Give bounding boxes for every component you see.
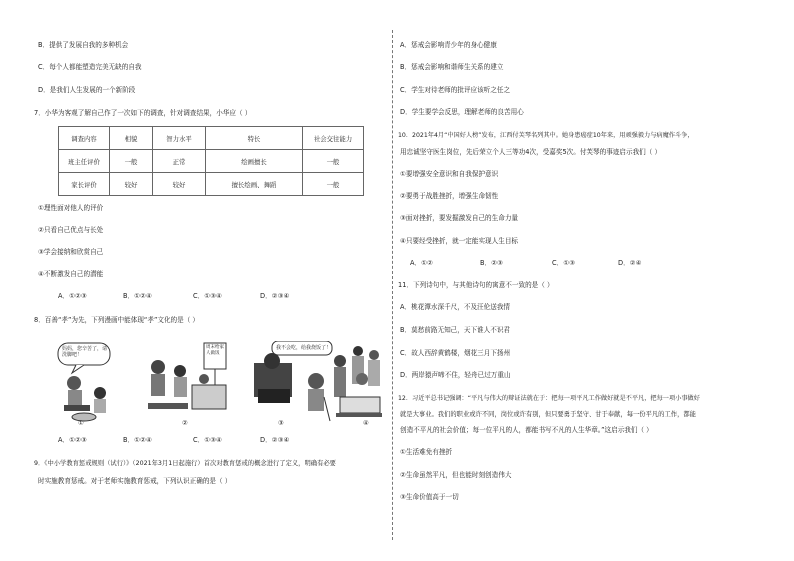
q8-choice-a: A．①②③ [58, 436, 87, 444]
right-column [400, 0, 770, 561]
q7-item-2: ②只看自己优点与长处 [38, 226, 104, 234]
cartoon-4-label: ④ [363, 419, 369, 427]
table-row [59, 173, 364, 196]
table-cell: 一般 [303, 173, 364, 196]
q7-item-1: ①理性面对他人的评价 [38, 204, 104, 212]
table-cell: 擅长绘画、舞蹈 [206, 173, 303, 196]
q11-stem: 11．下列诗句中，与其他诗句的寓意不一致的是（ ） [398, 281, 554, 289]
q8-stem: 8．百善“孝”为先，下列漫画中能体现“孝”文化的是（ ） [34, 316, 200, 324]
q8-choice-c: C．①③④ [193, 436, 222, 444]
cartoon-1 [56, 341, 126, 427]
q10-choice-a: A．①② [410, 259, 433, 267]
q6-option-d: D．是我们人生发展的一个新阶段 [38, 86, 136, 94]
survey-table [58, 126, 364, 196]
table-header: 相貌 [110, 127, 153, 150]
q12-stem-line-3: 创造不平凡的社会价值；每一位平凡的人，都能书写不凡的人生华章。”这启示我们（ ） [400, 426, 653, 434]
q8-choice-b: B．①②④ [123, 436, 152, 444]
q7-item-3: ③学会接纳和欣赏自己 [38, 248, 104, 256]
table-cell: 班主任评价 [59, 150, 110, 173]
q10-choice-b: B．②③ [480, 259, 503, 267]
q10-item-1: ①要增强安全意识和自我保护意识 [400, 170, 499, 178]
q8-choice-d: D．②③④ [260, 436, 290, 444]
q7-choice-a: A．①②③ [58, 292, 87, 300]
q10-choice-d: D．②④ [618, 259, 642, 267]
q10-item-3: ③面对挫折，要发掘激发自己的生命力量 [400, 214, 519, 222]
q12-item-3: ③生命价值高于一切 [400, 493, 459, 501]
table-cell: 绘画擅长 [206, 150, 303, 173]
q9-stem-line-2: 时实施教育惩戒。对于老师实施教育惩戒，下列认识正确的是（ ） [38, 477, 232, 485]
q10-stem-line-2: 用忠诚坚守医生岗位，先后荣立个人三等功4次，受嘉奖5次。付芙琴的事迹启示我们（ ） [400, 148, 662, 156]
column-divider [392, 30, 393, 540]
q7-item-4: ④不断激发自己的潜能 [38, 270, 104, 278]
q12-item-1: ①生活难免有挫折 [400, 448, 453, 456]
q7-choice-c: C．①③④ [193, 292, 222, 300]
q11-option-d: D．两岸猿声啼不住，轻舟已过万重山 [400, 371, 511, 379]
table-header: 智力水平 [153, 127, 206, 150]
cartoon-2-sign: 周末给家人做饭 [206, 345, 224, 356]
table-cell: 一般 [303, 150, 364, 173]
q10-choice-c: C．①③ [552, 259, 576, 267]
q10-stem-line-1: 10．2021年4月“中国好人榜”发布，江西付芙琴名列其中。她身患癌症10年来，用顽强毅力与病魔作斗争， [398, 132, 694, 139]
table-cell: 家长评价 [59, 173, 110, 196]
q7-stem: 7．小华为客观了解自己作了一次如下的调查，针对调查结果，小华应（ ） [34, 109, 252, 117]
table-header: 特长 [206, 127, 303, 150]
q12-stem-line-2: 就是大事业。我们的职业或许不同，岗位或许有别，但只要勇于坚守、甘于奉献，每一份平凡的工作，都能 [400, 411, 696, 418]
q11-option-a: A．桃花潭水深千尺，不及汪伦送我情 [400, 303, 511, 311]
cartoon-1-bubble: 妈妈，您辛苦了，请洗脚吧！ [62, 346, 108, 358]
cartoon-3-bubble: 我不会吃，给我烧饭了！ [276, 345, 332, 351]
q12-item-2: ②生命虽然平凡，但也能时刻创造伟大 [400, 471, 512, 479]
q10-item-2: ②要勇于战胜挫折，增强生命韧性 [400, 192, 499, 200]
q9-option-b: B．惩戒会影响和谐师生关系的建立 [400, 63, 504, 71]
q9-option-c: C．学生对待老师的批评应该听之任之 [400, 86, 511, 94]
q9-option-a: A．惩戒会影响青少年的身心健康 [400, 41, 497, 49]
q7-choice-d: D．②③④ [260, 292, 290, 300]
q6-option-b: B．提供了发展自我的多种机会 [38, 41, 129, 49]
table-cell: 较好 [153, 173, 206, 196]
cartoon-3 [250, 341, 334, 427]
cartoon-1-label: ① [78, 419, 84, 427]
cartoon-2-label: ② [182, 419, 188, 427]
q11-option-b: B．莫愁前路无知己，天下谁人不识君 [400, 326, 511, 334]
table-row [59, 150, 364, 173]
q9-option-d: D．学生要学会反思，理解老师的良苦用心 [400, 108, 524, 116]
cartoon-4 [330, 341, 384, 427]
table-header: 调查内容 [59, 127, 110, 150]
table-header-row [59, 127, 364, 150]
q12-stem-line-1: 12．习近平总书记强调：“平凡与伟大的辩证法就在于：把每一项平凡工作做好就是不平凡，把每一项小事做好 [398, 395, 700, 402]
q9-stem-line-1: 9．《中小学教育惩戒规则（试行）》（2021年3月1日起施行）首次对教育惩戒的概念进行了定义，明确有必要 [34, 460, 336, 467]
left-column [34, 0, 383, 561]
table-header: 社会交往能力 [303, 127, 364, 150]
q10-item-4: ④只要经受挫折，就一定能实现人生目标 [400, 237, 519, 245]
q11-option-c: C．故人西辞黄鹤楼，烟花三月下扬州 [400, 349, 511, 357]
cartoon-3-label: ③ [278, 419, 284, 427]
q6-option-c: C．每个人都能塑造完美无缺的自我 [38, 63, 142, 71]
q7-choice-b: B．①②④ [123, 292, 152, 300]
table-cell: 较好 [110, 173, 153, 196]
table-cell: 一般 [110, 150, 153, 173]
cartoon-2 [138, 341, 238, 427]
table-cell: 正常 [153, 150, 206, 173]
